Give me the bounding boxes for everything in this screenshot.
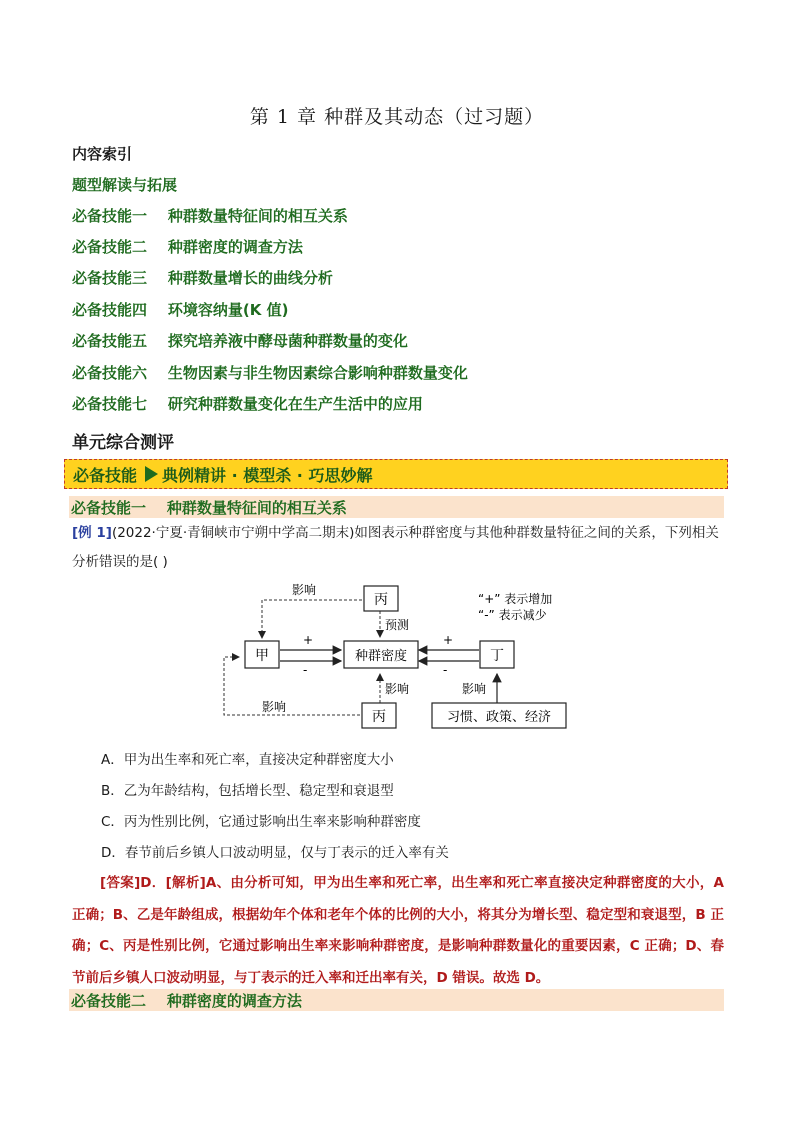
sign-minus-left: - <box>303 663 308 677</box>
example-text: (2022·宁夏·青铜峡市宁朔中学高二期末)如图表示种群密度与其他种群数量特征之间的关系，下列相关分析错误的是( ) <box>72 525 719 570</box>
legend-plus: “+” 表示增加 <box>478 592 553 606</box>
sign-plus-left: + <box>303 633 314 647</box>
node-habits-label: 习惯、政策、经济 <box>446 710 552 725</box>
banner-label: 必备技能 <box>73 465 138 485</box>
unit-review-heading: 单元综合测评 <box>72 433 174 453</box>
edge-label-predict: 预测 <box>385 618 410 632</box>
toc-item-skill-3[interactable]: 必备技能三 种群数量增长的曲线分析 <box>72 269 333 287</box>
option-c: C．丙为性别比例，它通过影响出生率来影响种群密度 <box>101 814 421 830</box>
answer-explanation <box>72 868 724 994</box>
banner-subtitle: 典例精讲 · 模型杀 · 巧思妙解 <box>162 465 373 485</box>
edge-label-influence-center: 影响 <box>385 682 410 696</box>
option-a: A．甲为出生率和死亡率，直接决定种群密度大小 <box>101 752 394 768</box>
section-heading-skill-2: 必备技能二 种群密度的调查方法 <box>69 989 724 1011</box>
skills-banner <box>64 459 728 489</box>
toc-item-skill-7[interactable]: 必备技能七 研究种群数量变化在生产生活中的应用 <box>72 395 423 413</box>
content-index-heading: 内容索引 <box>72 145 133 163</box>
sign-minus-right: - <box>443 663 448 677</box>
node-density-label: 种群密度 <box>354 649 408 664</box>
edge-label-influence-bottom: 影响 <box>262 700 287 714</box>
edge-label-influence-top: 影响 <box>292 583 317 597</box>
section-heading-skill-1: 必备技能一 种群数量特征间的相互关系 <box>69 496 724 518</box>
node-ding-label: 丁 <box>490 648 504 664</box>
toc-item-skill-4[interactable]: 必备技能四 环境容纳量(K 值) <box>72 301 289 319</box>
option-b: B．乙为年龄结构，包括增长型、稳定型和衰退型 <box>101 783 394 799</box>
play-arrow-icon <box>145 466 158 482</box>
edge-label-influence-right: 影响 <box>462 682 487 696</box>
node-bing-bottom-label: 丙 <box>372 709 386 725</box>
example-tag: [例 1] <box>72 525 112 541</box>
toc-item-intro[interactable]: 题型解读与拓展 <box>72 176 178 194</box>
toc-item-skill-2[interactable]: 必备技能二 种群密度的调查方法 <box>72 238 303 256</box>
toc-item-skill-1[interactable]: 必备技能一 种群数量特征间的相互关系 <box>72 207 348 225</box>
example-question <box>72 519 727 577</box>
node-bing-top-label: 丙 <box>374 592 388 608</box>
page-title: 第 1 章 种群及其动态（过习题） <box>249 106 545 128</box>
toc-item-skill-5[interactable]: 必备技能五 探究培养液中酵母菌种群数量的变化 <box>72 332 408 350</box>
node-jia-label: 甲 <box>255 648 269 664</box>
population-density-diagram <box>215 575 585 735</box>
legend-minus: “-” 表示减少 <box>478 608 547 622</box>
answer-text: [答案]D．[解析]A、由分析可知，甲为出生率和死亡率，出生率和死亡率直接决定种群密度的大小，A 正确；B、乙是年龄组成，根据幼年个体和老年个体的比例的大小，将其分为增长型、稳定型和衰退型，B 正确；C、丙是性别比例，它通过影响出生率来影响种群密度，是影响种群数量化的重要因素，C 正确；D、春节前后乡镇人口波动明显，与丁表示的迁入率和迁出率有关，D 错误。故选 D。 <box>72 875 724 986</box>
sign-plus-right: + <box>443 633 454 647</box>
toc-item-skill-6[interactable]: 必备技能六 生物因素与非生物因素综合影响种群数量变化 <box>72 364 468 382</box>
option-d: D．春节前后乡镇人口波动明显，仅与丁表示的迁入率有关 <box>101 845 449 861</box>
